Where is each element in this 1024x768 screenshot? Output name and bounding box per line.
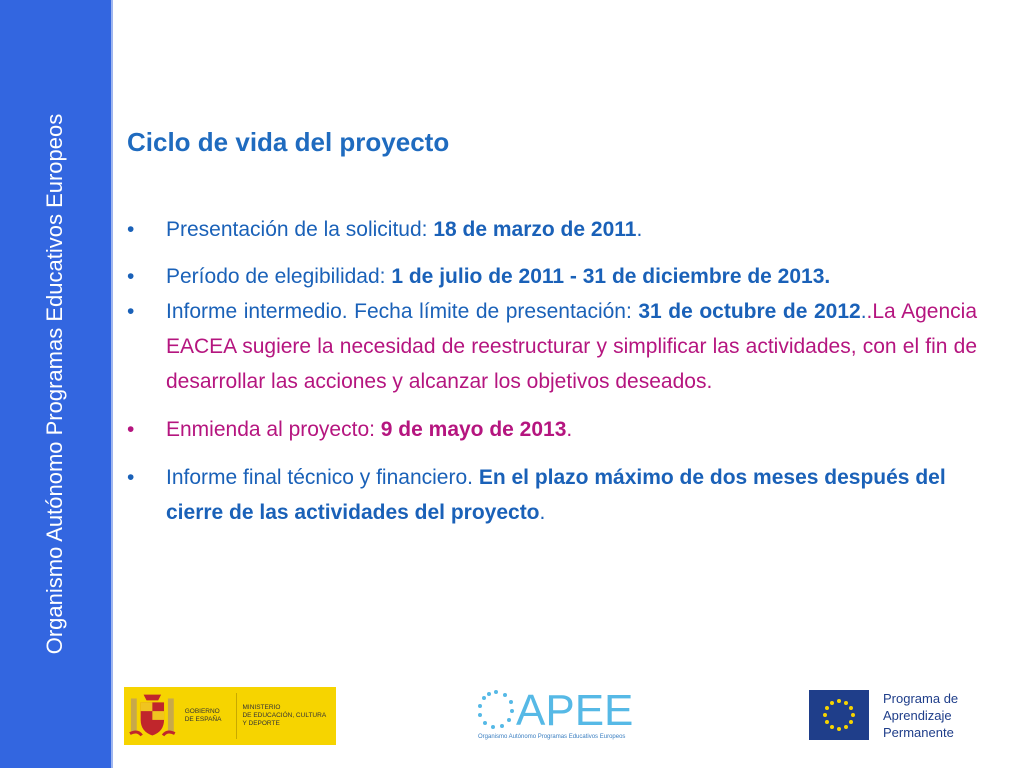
bullet-date: En el plazo máximo de dos meses después del cierre de las actividades del proyecto [166, 466, 946, 524]
list-item [127, 259, 977, 294]
ministerio-line: Y DEPORTE [242, 720, 280, 727]
bullet-text: Informe intermedio. Fecha límite de presentación: [166, 300, 639, 323]
list-item [127, 412, 977, 447]
bullet-icon: • [127, 218, 135, 241]
list-item [127, 212, 977, 247]
bullet-suffix: . [636, 218, 643, 241]
bullet-suffix: . [566, 418, 573, 441]
eu-flag-icon [809, 690, 869, 740]
bullet-list [127, 212, 977, 530]
gobierno-espana-logo [124, 687, 336, 745]
bullet-date: 18 de marzo de 2011 [433, 218, 637, 241]
bullet-date: 31 de octubre de 2012 [638, 300, 861, 323]
bullet-date: 1 de julio de 2011 - 31 de diciembre de 2013. [391, 265, 831, 288]
bullet-suffix: . [539, 501, 546, 524]
eu-program-text [883, 690, 958, 741]
slide-title: Ciclo de vida del proyecto [127, 127, 450, 157]
eu-program-line: Aprendizaje [883, 707, 952, 723]
ministerio-line: MINISTERIO [242, 704, 281, 711]
list-item [127, 460, 977, 530]
eu-program-logo [809, 689, 977, 741]
bullet-note: .La Agencia EACEA sugiere la necesidad de reestructurar y simplificar las actividades, con el fin de desarrollar las acciones y alcanzar los objetivos deseados. [166, 300, 978, 393]
bullet-icon: • [127, 265, 135, 288]
bullet-date: 9 de mayo de 2013 [380, 418, 567, 441]
apee-logo [476, 686, 658, 746]
bullet-suffix: . [860, 300, 867, 323]
ministerio-line: DE EDUCACIÓN, CULTURA [242, 712, 327, 719]
sidebar [0, 0, 113, 768]
list-item [127, 294, 977, 399]
gobierno-line: GOBIERNO [184, 708, 220, 715]
bullet-icon: • [127, 466, 135, 489]
bullet-icon: • [127, 300, 135, 323]
bullet-text: Informe final técnico y financiero. [166, 466, 479, 489]
gobierno-text [185, 708, 230, 724]
gobierno-line: DE ESPAÑA [184, 716, 222, 723]
stars-circle-icon [476, 688, 516, 734]
eu-program-line: Programa de [883, 690, 959, 706]
bullet-text: Enmienda al proyecto: [166, 418, 381, 441]
bullet-text: Presentación de la solicitud: [166, 218, 434, 241]
bullet-text: Período de elegibilidad: [166, 265, 392, 288]
eu-program-line: Permanente [883, 724, 954, 740]
sidebar-organization-name: Organismo Autónomo Programas Educativos Europeos [42, 113, 67, 655]
apee-subtitle: Organismo Autónomo Programas Educativos Europeos [478, 734, 626, 740]
apee-wordmark: APEE [516, 686, 634, 735]
divider [236, 693, 237, 739]
coat-of-arms-icon [128, 690, 177, 742]
ministerio-text [242, 704, 336, 728]
bullet-icon: • [127, 418, 135, 441]
